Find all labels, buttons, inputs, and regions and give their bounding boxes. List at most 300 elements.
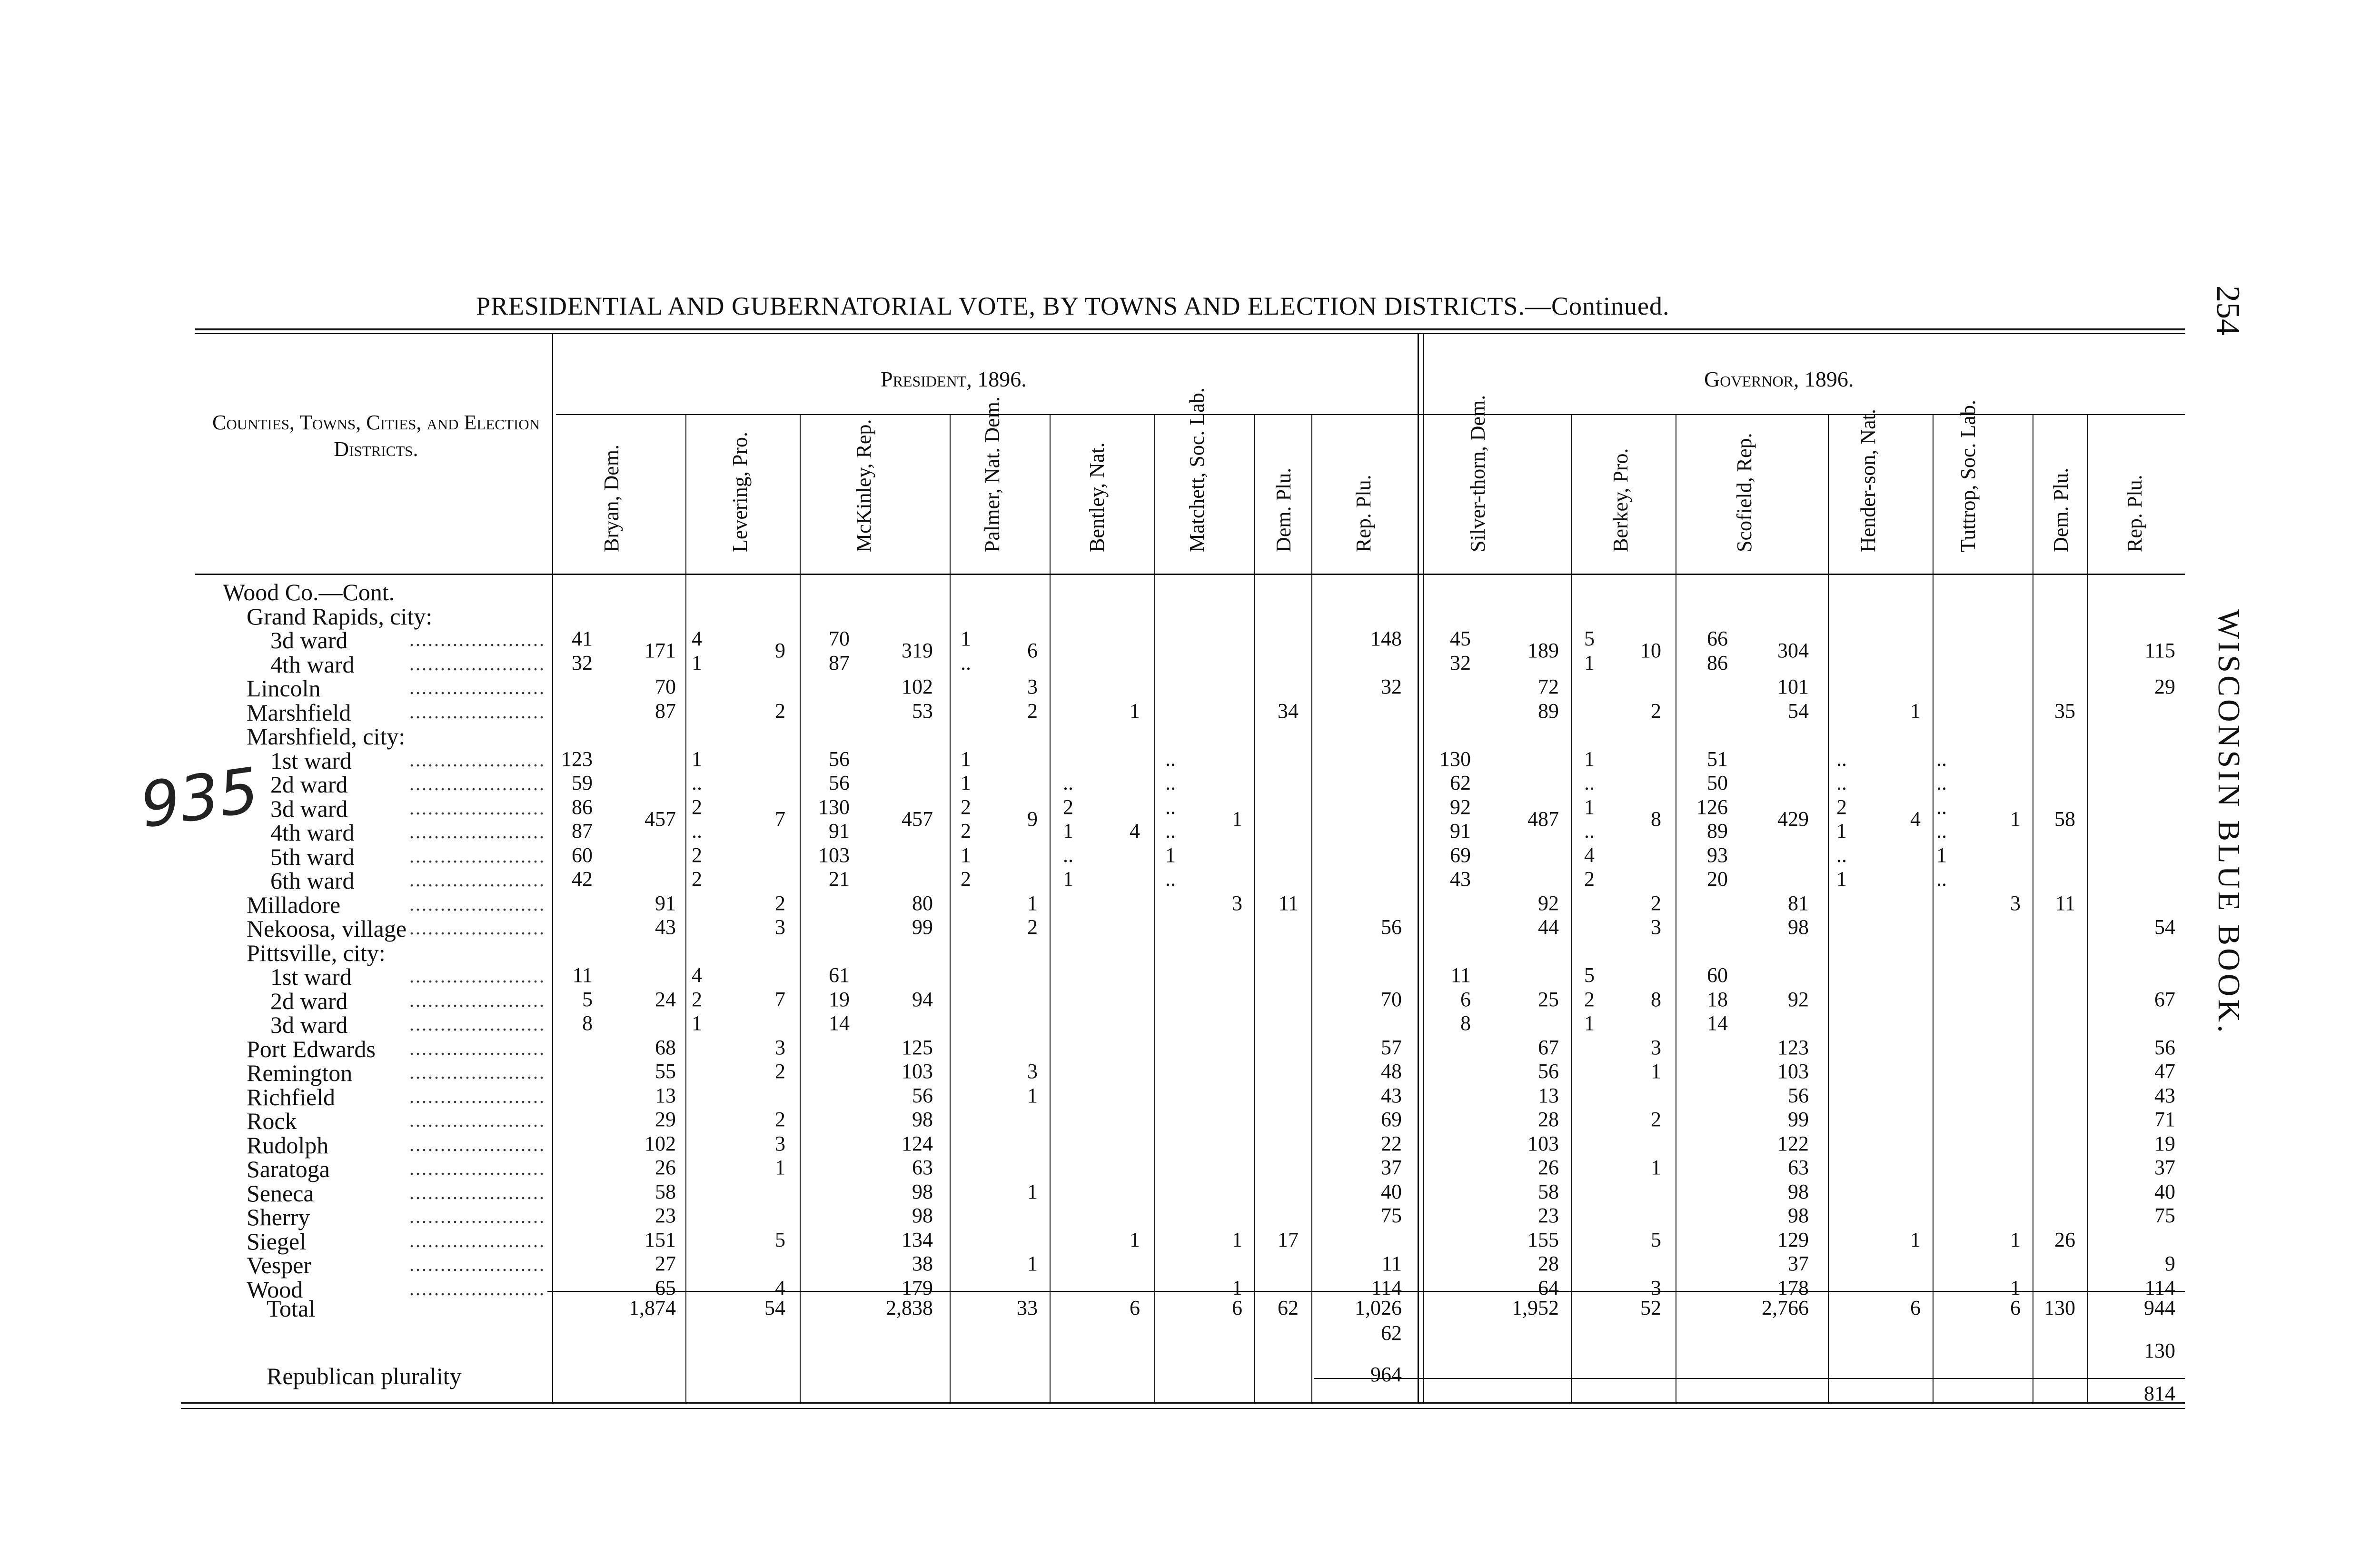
ward-value: 87 — [572, 819, 593, 842]
vrule-p3 — [950, 414, 951, 1404]
ward-value: 43 — [1450, 867, 1471, 891]
ward-total: 148 — [1370, 627, 1402, 650]
cell-president: 1 — [1027, 1179, 1038, 1203]
colhead-p-rep-plu: Rep. Plu. — [1352, 475, 1375, 552]
stub-label: 1st ward — [270, 963, 352, 990]
cell-president: 3 — [1027, 1060, 1038, 1083]
ward-value: 2 — [692, 843, 702, 867]
total-president: 62 — [1278, 1296, 1299, 1319]
cell-governor: 26 — [1538, 1156, 1559, 1179]
cell-president: 2 — [775, 1060, 785, 1083]
leader-dots: ...................... — [409, 749, 545, 771]
vrule-p1 — [685, 414, 686, 1404]
plurality-president: 964 — [1370, 1363, 1402, 1386]
ward-value: 1 — [1584, 651, 1595, 674]
ward-value: .. — [1165, 867, 1176, 891]
stub-label: Rudolph — [247, 1131, 329, 1159]
total-governor: 1,952 — [1512, 1296, 1559, 1319]
ward-value: 5 — [1584, 627, 1595, 650]
total-president: 1,874 — [629, 1296, 676, 1319]
vrule-stub — [552, 333, 553, 1404]
ward-value: .. — [692, 771, 702, 794]
total-governor: 130 — [2044, 1296, 2075, 1319]
cell-governor: 54 — [1788, 699, 1809, 723]
cell-president: 65 — [655, 1276, 676, 1299]
ward-value: 2 — [961, 819, 971, 842]
ward-value: 4 — [1584, 843, 1595, 867]
ward-value: 69 — [1450, 843, 1471, 867]
cell-president: 179 — [902, 1276, 933, 1299]
ward-total: 8 — [1651, 987, 1661, 1011]
colhead-palmer: Palmer, Nat. Dem. — [981, 396, 1004, 552]
cell-president: 87 — [655, 699, 676, 723]
ward-total: 25 — [1538, 987, 1559, 1011]
ward-value: 66 — [1707, 627, 1728, 650]
cell-president: 43 — [655, 915, 676, 939]
ward-value: 51 — [1707, 747, 1728, 771]
stub-label: Siegel — [247, 1228, 306, 1255]
cell-president: 57 — [1381, 1035, 1402, 1059]
cell-president: 11 — [1381, 1252, 1402, 1275]
ward-value: 2 — [1584, 987, 1595, 1011]
cell-president: 48 — [1381, 1060, 1402, 1083]
stub-label: Marshfield — [247, 699, 351, 726]
stub-label: Rock — [247, 1108, 297, 1134]
cell-governor: 92 — [1538, 891, 1559, 915]
leader-dots: ...................... — [409, 1013, 545, 1035]
ward-value: 86 — [572, 795, 593, 819]
cell-governor: 23 — [1538, 1204, 1559, 1227]
ward-value: 8 — [582, 1011, 593, 1035]
cell-president: 134 — [902, 1228, 933, 1251]
cell-president: 13 — [655, 1083, 676, 1107]
total-president: 2,838 — [886, 1296, 933, 1319]
ward-total: 115 — [2144, 639, 2175, 663]
vrule-p7 — [1311, 414, 1312, 1404]
stub-label: Lincoln — [247, 675, 321, 702]
total-president: 6 — [1130, 1296, 1140, 1319]
ward-total: 487 — [1527, 807, 1559, 831]
leader-dots: ...................... — [409, 989, 545, 1011]
plurality-governor: 814 — [2144, 1382, 2175, 1405]
cell-governor: 37 — [2154, 1156, 2175, 1179]
ward-value: 14 — [829, 1011, 850, 1035]
stub-label: Seneca — [247, 1179, 314, 1207]
cell-president: 53 — [912, 699, 933, 723]
cell-president: 58 — [655, 1179, 676, 1203]
ward-value: 1 — [961, 627, 971, 650]
cell-governor: 81 — [1788, 891, 1809, 915]
ward-value: .. — [1936, 795, 1947, 819]
ward-value: .. — [1584, 771, 1595, 794]
ward-value: 93 — [1707, 843, 1728, 867]
stub-label: Milladore — [247, 891, 341, 918]
ward-value: 11 — [572, 963, 593, 987]
ward-value: .. — [1936, 771, 1947, 794]
colhead-berkey: Berkey, Pro. — [1609, 448, 1632, 552]
colhead-silverthorn: Silver-thorn, Dem. — [1466, 395, 1489, 552]
cell-governor: 67 — [1538, 1035, 1559, 1059]
cell-president: 63 — [912, 1156, 933, 1179]
leader-dots: ...................... — [409, 869, 545, 891]
stub-label: 6th ward — [270, 867, 355, 894]
ward-total: 8 — [1651, 807, 1661, 831]
ward-value: 1 — [1584, 747, 1595, 771]
page-number: 254 — [2210, 286, 2246, 336]
ward-value: 56 — [829, 771, 850, 794]
cell-president: 29 — [655, 1108, 676, 1131]
cell-governor: 1 — [1651, 1156, 1661, 1179]
ward-value: .. — [1836, 747, 1847, 771]
ward-value: 19 — [829, 987, 850, 1011]
leader-dots: ...................... — [409, 653, 545, 674]
ward-value: 1 — [692, 1011, 702, 1035]
cell-governor: 1 — [1651, 1060, 1661, 1083]
ward-total: 9 — [1027, 807, 1038, 831]
cell-governor: 89 — [1538, 699, 1559, 723]
stub-label: 4th ward — [270, 651, 355, 678]
cell-president: 1 — [1027, 1083, 1038, 1107]
cell-president: 2 — [1027, 699, 1038, 723]
ward-value: 18 — [1707, 987, 1728, 1011]
cell-governor: 44 — [1538, 915, 1559, 939]
ward-value: 1 — [1063, 819, 1073, 842]
ward-value: 2 — [692, 867, 702, 891]
ward-value: 91 — [1450, 819, 1471, 842]
leader-dots: ...................... — [409, 1278, 545, 1299]
page-title: PRESIDENTIAL AND GUBERNATORIAL VOTE, BY TOWNS AND ELECTION DISTRICTS.—Continued. — [476, 292, 1670, 320]
ward-value: 41 — [572, 627, 593, 650]
cell-governor: 1 — [2010, 1228, 2021, 1251]
ward-value: 4 — [692, 627, 702, 650]
stub-label: 2d ward — [270, 771, 348, 798]
cell-president: 23 — [655, 1204, 676, 1227]
cell-governor: 3 — [1651, 1035, 1661, 1059]
leader-dots: ...................... — [409, 1133, 545, 1155]
ward-value: 2 — [692, 987, 702, 1011]
cell-president: 68 — [655, 1035, 676, 1059]
ward-value: 103 — [818, 843, 850, 867]
cell-president: 98 — [912, 1108, 933, 1131]
top-rule — [195, 328, 2185, 330]
ward-value: 70 — [829, 627, 850, 650]
cell-president: 103 — [902, 1060, 933, 1083]
stub-label: 4th ward — [270, 819, 355, 846]
ward-value: 2 — [961, 867, 971, 891]
total-governor: 52 — [1640, 1296, 1661, 1319]
stub-label: Pittsville, city: — [247, 939, 386, 966]
ward-value: 89 — [1707, 819, 1728, 842]
total-president: 33 — [1017, 1296, 1038, 1319]
stub-header: Counties, Towns, Cities, and Election Districts. — [212, 411, 540, 461]
cell-president: 125 — [902, 1035, 933, 1059]
leader-dots: ...................... — [409, 1061, 545, 1083]
leader-dots: ...................... — [409, 629, 545, 650]
stub-label: Grand Rapids, city: — [247, 603, 433, 630]
leader-dots: ...................... — [409, 965, 545, 987]
ward-total: 4 — [1130, 819, 1140, 842]
total-governor: 2,766 — [1762, 1296, 1809, 1319]
vrule-p4 — [1050, 414, 1051, 1404]
ward-value: .. — [1936, 747, 1947, 771]
leader-dots: ...................... — [409, 1037, 545, 1059]
header-bottom-rule — [195, 574, 2185, 575]
ward-value: .. — [961, 651, 971, 674]
cell-governor: 103 — [1527, 1131, 1559, 1155]
ward-total: 4 — [1910, 807, 1921, 831]
stub-label: Port Edwards — [247, 1035, 376, 1062]
cell-governor: 35 — [2054, 699, 2075, 723]
ward-total: 304 — [1777, 639, 1809, 663]
cell-president: 124 — [902, 1131, 933, 1155]
ward-value: 2 — [1836, 795, 1847, 819]
cell-governor: 98 — [1788, 915, 1809, 939]
cell-president: 56 — [1381, 915, 1402, 939]
cell-president: 80 — [912, 891, 933, 915]
cell-president: 102 — [645, 1131, 676, 1155]
cell-governor: 64 — [1538, 1276, 1559, 1299]
ward-total: 94 — [912, 987, 933, 1011]
leader-dots: ...................... — [409, 797, 545, 819]
ward-value: 60 — [1707, 963, 1728, 987]
cell-governor: 1 — [2010, 1276, 2021, 1299]
cell-governor: 28 — [1538, 1108, 1559, 1131]
colhead-scofield: Scofield, Rep. — [1733, 433, 1756, 552]
total-governor: 6 — [2010, 1296, 2021, 1319]
colhead-matchett: Matchett, Soc. Lab. — [1185, 387, 1209, 552]
cell-president: 75 — [1381, 1204, 1402, 1227]
ward-value: 14 — [1707, 1011, 1728, 1035]
cell-governor: 2 — [1651, 1108, 1661, 1131]
cell-president: 1 — [1027, 1252, 1038, 1275]
ward-value: .. — [1165, 795, 1176, 819]
bottom-rule — [181, 1402, 2185, 1404]
cell-president: 32 — [1381, 675, 1402, 698]
ward-value: 62 — [1450, 771, 1471, 794]
leader-dots: ...................... — [409, 773, 545, 794]
stub-label: 1st ward — [270, 747, 352, 774]
ward-value: .. — [1165, 747, 1176, 771]
colhead-tuttrop: Tuttrop, Soc. Lab. — [1956, 400, 1980, 552]
cell-governor: 122 — [1777, 1131, 1809, 1155]
cell-president: 102 — [902, 675, 933, 698]
cell-governor: 1 — [1910, 699, 1921, 723]
cell-president: 22 — [1381, 1131, 1402, 1155]
ward-value: 20 — [1707, 867, 1728, 891]
total-rule — [547, 1291, 2185, 1292]
cell-governor: 99 — [1788, 1108, 1809, 1131]
cell-governor: 47 — [2154, 1060, 2175, 1083]
ward-total: 7 — [775, 987, 785, 1011]
cell-president: 3 — [775, 915, 785, 939]
ward-total: 92 — [1788, 987, 1809, 1011]
total-president: 62 — [1381, 1321, 1402, 1345]
cell-president: 2 — [1027, 915, 1038, 939]
ward-total: 24 — [655, 987, 676, 1011]
cell-governor: 129 — [1777, 1228, 1809, 1251]
ward-total: 6 — [1027, 639, 1038, 663]
cell-governor: 1 — [1910, 1228, 1921, 1251]
handwritten-annotation: 935 — [136, 753, 263, 842]
stub-label: Marshfield, city: — [247, 723, 406, 750]
ward-value: 2 — [1584, 867, 1595, 891]
cell-governor: 56 — [1538, 1060, 1559, 1083]
ward-value: 1 — [1936, 843, 1947, 867]
ward-value: 1 — [1836, 867, 1847, 891]
cell-president: 27 — [655, 1252, 676, 1275]
ward-value: 86 — [1707, 651, 1728, 674]
cell-governor: 2 — [1651, 699, 1661, 723]
cell-governor: 40 — [2154, 1179, 2175, 1203]
cell-governor: 11 — [2055, 891, 2075, 915]
ward-value: .. — [1063, 771, 1073, 794]
cell-president: 2 — [775, 699, 785, 723]
colhead-henderson: Hender-son, Nat. — [1856, 409, 1880, 552]
ward-total: 429 — [1777, 807, 1809, 831]
cell-president: 91 — [655, 891, 676, 915]
top-rule-2 — [195, 333, 2185, 334]
leader-dots: ...................... — [409, 1085, 545, 1107]
cell-president: 43 — [1381, 1083, 1402, 1107]
cell-president: 55 — [655, 1060, 676, 1083]
cell-governor: 28 — [1538, 1252, 1559, 1275]
cell-president: 1 — [1232, 1276, 1242, 1299]
ward-total: 457 — [902, 807, 933, 831]
stub-label: Richfield — [247, 1083, 336, 1110]
cell-president: 3 — [775, 1131, 785, 1155]
ward-value: .. — [1936, 819, 1947, 842]
ward-value: 1 — [692, 747, 702, 771]
ward-value: 61 — [829, 963, 850, 987]
stub-label: Vesper — [247, 1252, 312, 1278]
ward-value: 1 — [1836, 819, 1847, 842]
cell-governor: 3 — [1651, 1276, 1661, 1299]
colhead-bryan: Bryan, Dem. — [600, 444, 623, 552]
cell-governor: 37 — [1788, 1252, 1809, 1275]
cell-governor: 5 — [1651, 1228, 1661, 1251]
governor-group-header: Governor, 1896. — [1704, 367, 1854, 391]
leader-dots: ...................... — [409, 821, 545, 842]
ward-value: 92 — [1450, 795, 1471, 819]
cell-governor: 54 — [2154, 915, 2175, 939]
cell-governor: 56 — [1788, 1083, 1809, 1107]
leader-dots: ...................... — [409, 1254, 545, 1275]
ward-value: 21 — [829, 867, 850, 891]
ward-value: 1 — [1584, 1011, 1595, 1035]
ward-value: 60 — [572, 843, 593, 867]
ward-total: 70 — [1381, 987, 1402, 1011]
republican-plurality-label: Republican plurality — [267, 1363, 462, 1389]
cell-governor: 29 — [2154, 675, 2175, 698]
cell-president: 151 — [645, 1228, 676, 1251]
cell-president: 4 — [775, 1276, 785, 1299]
cell-governor: 101 — [1777, 675, 1809, 698]
ward-value: 126 — [1696, 795, 1728, 819]
cell-governor: 103 — [1777, 1060, 1809, 1083]
cell-governor: 123 — [1777, 1035, 1809, 1059]
cell-president: 3 — [1027, 675, 1038, 698]
ward-total: 9 — [775, 639, 785, 663]
ward-value: 1 — [692, 651, 702, 674]
leader-dots: ...................... — [409, 677, 545, 698]
ward-value: 32 — [1450, 651, 1471, 674]
ward-value: .. — [1165, 771, 1176, 794]
cell-president: 1 — [1232, 1228, 1242, 1251]
cell-president: 34 — [1278, 699, 1299, 723]
cell-president: 1 — [1130, 699, 1140, 723]
cell-president: 17 — [1278, 1228, 1299, 1251]
colhead-bentley: Bentley, Nat. — [1085, 442, 1109, 552]
cell-president: 69 — [1381, 1108, 1402, 1131]
bottom-rule-2 — [181, 1408, 2185, 1409]
ward-value: 130 — [818, 795, 850, 819]
president-group-header: President, 1896. — [881, 367, 1027, 391]
cell-governor: 75 — [2154, 1204, 2175, 1227]
cell-governor: 72 — [1538, 675, 1559, 698]
cell-governor: 13 — [1538, 1083, 1559, 1107]
ward-value: 42 — [572, 867, 593, 891]
colhead-p-dem-plu: Dem. Plu. — [1272, 467, 1295, 552]
stub-label: 5th ward — [270, 843, 355, 870]
cell-president: 38 — [912, 1252, 933, 1275]
cell-governor: 26 — [2054, 1228, 2075, 1251]
vrule-p2 — [800, 414, 801, 1404]
ward-total: 457 — [645, 807, 676, 831]
total-president: 54 — [764, 1296, 785, 1319]
ward-value: 1 — [1165, 843, 1176, 867]
ward-value: 1 — [1063, 867, 1073, 891]
total-president: 6 — [1232, 1296, 1242, 1319]
ward-value: 2 — [1063, 795, 1073, 819]
cell-president: 26 — [655, 1156, 676, 1179]
ward-value: 50 — [1707, 771, 1728, 794]
ward-total: 10 — [1640, 639, 1661, 663]
vrule-g6 — [2087, 414, 2088, 1404]
total-governor: 944 — [2144, 1296, 2175, 1319]
stub-label: 2d ward — [270, 987, 348, 1014]
vrule-g4 — [1933, 414, 1934, 1404]
cell-governor: 56 — [2154, 1035, 2175, 1059]
leader-dots: ...................... — [409, 1181, 545, 1203]
cell-president: 114 — [1371, 1276, 1402, 1299]
ward-value: 32 — [572, 651, 593, 674]
cell-governor: 43 — [2154, 1083, 2175, 1107]
cell-governor: 98 — [1788, 1204, 1809, 1227]
ward-value: 2 — [692, 795, 702, 819]
ward-value: 6 — [1460, 987, 1471, 1011]
ward-value: 8 — [1460, 1011, 1471, 1035]
vrule-pg — [1418, 333, 1419, 1404]
ward-value: 87 — [829, 651, 850, 674]
ward-total: 58 — [2054, 807, 2075, 831]
running-head: WISCONSIN BLUE BOOK. — [2211, 609, 2246, 1036]
vrule-pg2 — [1423, 333, 1424, 1404]
leader-dots: ...................... — [409, 893, 545, 915]
total-president: 1,026 — [1355, 1296, 1402, 1319]
ward-value: 4 — [692, 963, 702, 987]
colhead-g-rep-plu: Rep. Plu. — [2123, 475, 2146, 552]
colhead-g-dem-plu: Dem. Plu. — [2049, 467, 2073, 552]
ward-value: .. — [1936, 867, 1947, 891]
cell-governor: 2 — [1651, 891, 1661, 915]
ward-value: 123 — [561, 747, 593, 771]
vrule-g1 — [1571, 414, 1572, 1404]
leader-dots: ...................... — [409, 1110, 545, 1131]
ward-value: 5 — [582, 987, 593, 1011]
cell-president: 5 — [775, 1228, 785, 1251]
ward-value: 91 — [829, 819, 850, 842]
ward-value: 5 — [1584, 963, 1595, 987]
